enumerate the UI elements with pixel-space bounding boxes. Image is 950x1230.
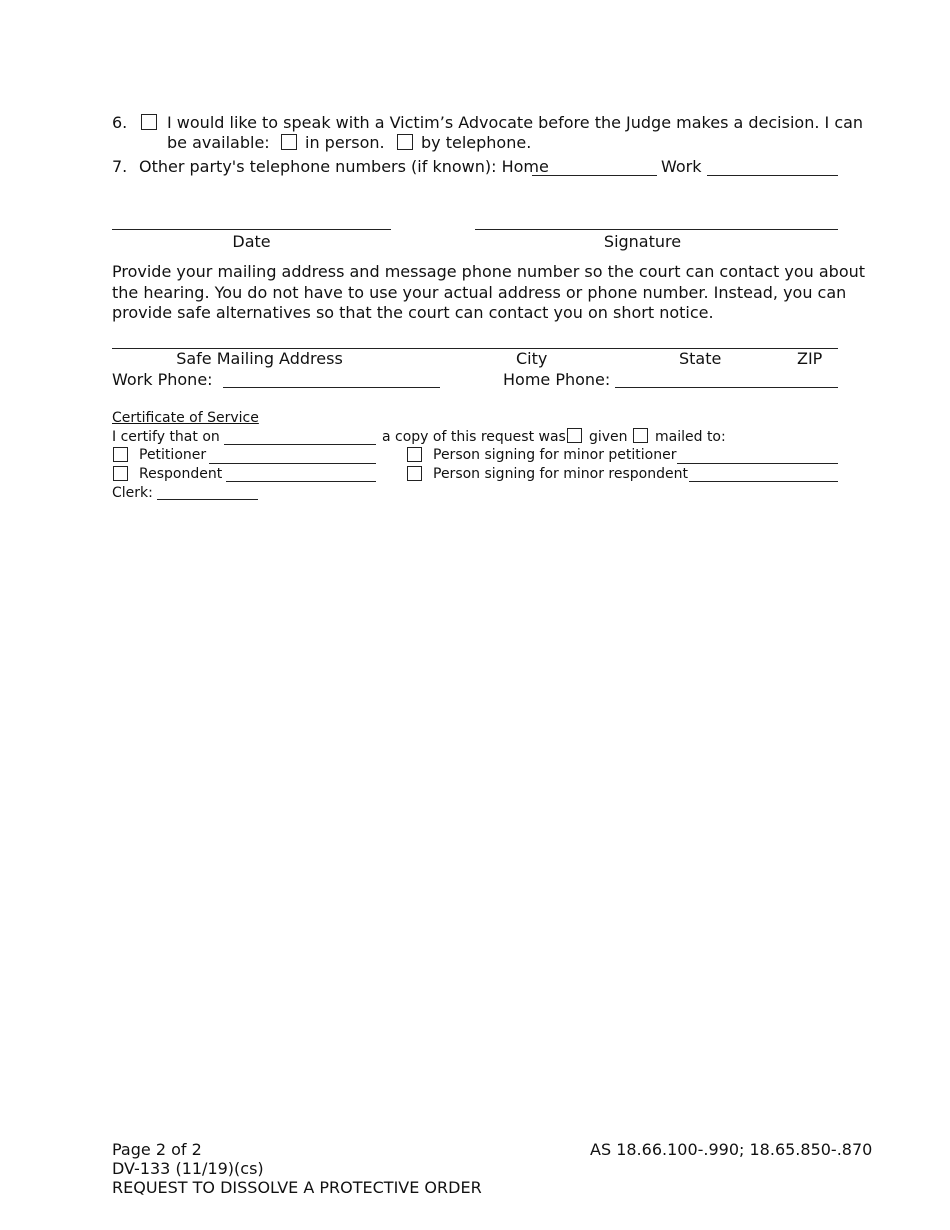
copy-text: a copy of this request was: [382, 429, 566, 445]
mailed-label: mailed to:: [655, 429, 726, 445]
by-telephone-checkbox[interactable]: [397, 134, 413, 150]
given-checkbox[interactable]: [567, 428, 582, 443]
clerk-label: Clerk:: [112, 485, 153, 501]
work-phone-label: Work Phone:: [112, 370, 213, 389]
item-6-text-line2: be available:: [167, 133, 270, 152]
footer-form-number: DV-133 (11/19)(cs): [112, 1159, 264, 1178]
item-6-text-line1: I would like to speak with a Victim’s Advocate before the Judge makes a decision. I can: [167, 113, 864, 132]
work-phone-line[interactable]: [707, 175, 838, 176]
petitioner-line[interactable]: [209, 463, 376, 464]
clerk-line[interactable]: [157, 499, 258, 500]
in-person-checkbox[interactable]: [281, 134, 297, 150]
by-telephone-label: by telephone.: [421, 133, 532, 152]
work-phone-field-line[interactable]: [223, 387, 440, 388]
zip-label: ZIP: [797, 349, 823, 368]
certify-prefix: I certify that on: [112, 429, 220, 445]
respondent-line[interactable]: [226, 481, 376, 482]
instructions-line2: the hearing. You do not have to use your actual address or phone number. Instead, you can: [112, 283, 847, 302]
certificate-heading: Certificate of Service: [112, 410, 259, 426]
petitioner-checkbox[interactable]: [113, 447, 128, 462]
instructions-line3: provide safe alternatives so that the court can contact you on short notice.: [112, 303, 714, 322]
signature-line[interactable]: [475, 229, 838, 230]
footer-statute: AS 18.66.100-.990; 18.65.850-.870: [590, 1140, 873, 1159]
mailed-checkbox[interactable]: [633, 428, 648, 443]
signature-label: Signature: [603, 232, 682, 251]
footer-page: Page 2 of 2: [112, 1140, 202, 1159]
minor-respondent-line[interactable]: [689, 481, 838, 482]
item-7-number: 7.: [112, 157, 128, 176]
footer-form-title: REQUEST TO DISSOLVE A PROTECTIVE ORDER: [112, 1178, 482, 1197]
service-date-line[interactable]: [224, 444, 376, 445]
victim-advocate-checkbox[interactable]: [141, 114, 157, 130]
minor-petitioner-checkbox[interactable]: [407, 447, 422, 462]
given-label: given: [589, 429, 628, 445]
date-line[interactable]: [112, 229, 391, 230]
home-phone-line[interactable]: [532, 175, 657, 176]
minor-petitioner-label: Person signing for minor petitioner: [433, 447, 677, 463]
date-label: Date: [232, 232, 271, 251]
item-7-work-label: Work: [661, 157, 702, 176]
minor-respondent-label: Person signing for minor respondent: [433, 466, 688, 482]
minor-petitioner-line[interactable]: [677, 463, 838, 464]
minor-respondent-checkbox[interactable]: [407, 466, 422, 481]
state-label: State: [679, 349, 722, 368]
respondent-checkbox[interactable]: [113, 466, 128, 481]
safe-mailing-address-label: Safe Mailing Address: [176, 349, 343, 368]
city-label: City: [516, 349, 548, 368]
item-7-text: Other party's telephone numbers (if known): Home: [139, 157, 549, 176]
home-phone-field-line[interactable]: [615, 387, 838, 388]
in-person-label: in person.: [305, 133, 385, 152]
respondent-label: Respondent: [139, 466, 223, 482]
home-phone-label: Home Phone:: [503, 370, 611, 389]
instructions-line1: Provide your mailing address and message phone number so the court can contact you about: [112, 262, 866, 281]
item-6-number: 6.: [112, 113, 128, 132]
petitioner-label: Petitioner: [139, 447, 207, 463]
